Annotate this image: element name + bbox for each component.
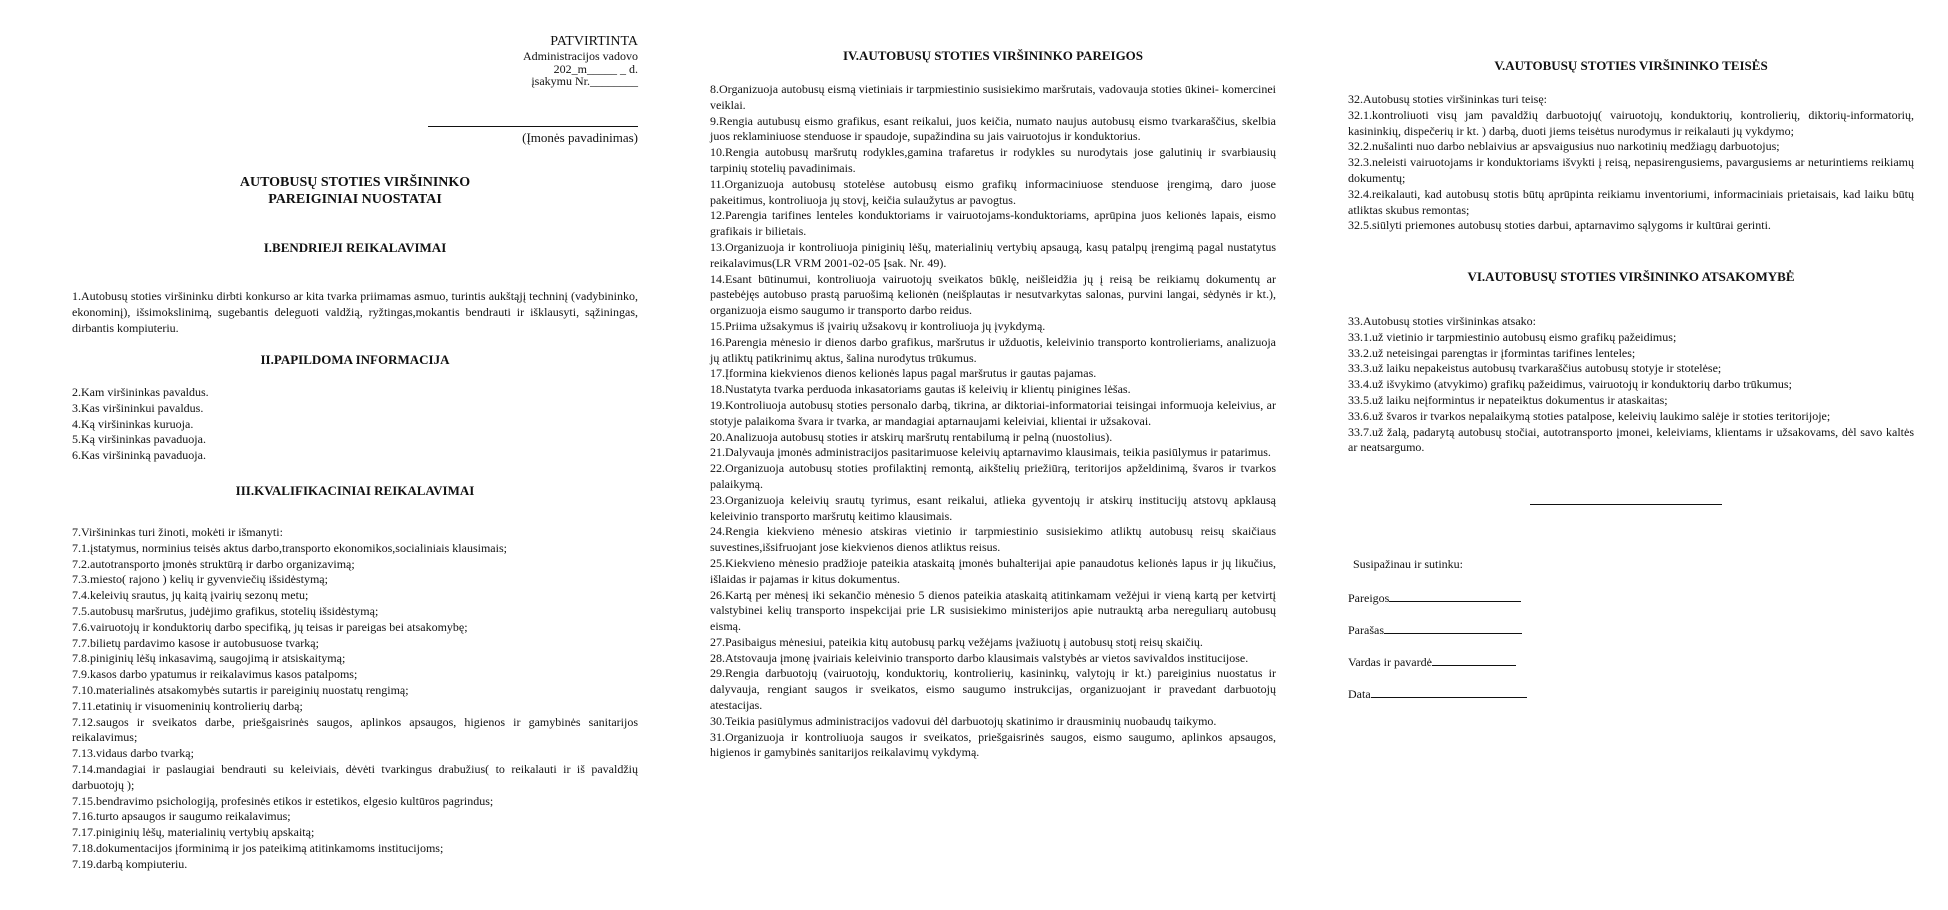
date-row (1348, 685, 1527, 702)
section-4-item: 15.Priima užsakymus iš įvairių užsakovų ir kontroliuoja jų įvykdymą. (710, 318, 1046, 333)
section-4-item: 10.Rengia autobusų maršrutų rodykles,gamina trafaretus ir rodykles su nurodytais jose galutinių ir svarbiausių tarpinių stotelių pavadinimais. (710, 145, 1276, 175)
section-5-item: 32.1.kontroliuoti visų jam pavaldžių darbuotojų( vairuotojų, konduktorių, kontrolierių, diktorių-informatorių, kasininkių, dispečerių ir kt. ) darbą, duoti jiems teisėtus nurodymus ir reikalauti jų vykdymo; (1348, 107, 1914, 138)
section-3-item: 7.2.autotransporto įmonės struktūrą ir darbo organizavimą; (72, 556, 355, 571)
date-label: Data (1348, 687, 1371, 701)
section-4-item: 18.Nustatyta tvarka perduoda inkasatoriams gautas iš keleivių ir klientų pinigines lėšas. (710, 382, 1131, 397)
section-4-item: 19.Kontroliuoja autobusų stoties personalo darbą, tikrina, ar diktoriai-informatoriai teisingai informuoja keleivius, ar stotyje palaikoma švara ir tvarka, ar mandagiai aptarnaujami keleiviai, klientai ir užsakovai. (710, 397, 1276, 428)
section-6-heading: VI.AUTOBUSŲ STOTIES VIRŠININKO ATSAKOMYBĖ (1467, 269, 1795, 284)
section-2-item: 2.Kam viršininkas pavaldus. (72, 385, 209, 399)
section-4-item: 25.Kiekvieno mėnesio pradžioje pateikia ataskaitą įmonės buhalterijai apie panaudotus kelionės lapus ir jų likučius, išlaidas ir pajamas ir kitus dokumentus. (710, 555, 1276, 586)
section-6-item: 33.Autobusų stoties viršininkas atsako: (1348, 314, 1536, 328)
section-4-item: 21.Dalyvauja įmonės administracijos pasitarimuose keleivių aptarnavimo klausimais, teikia pasiūlymus ir patarimus. (710, 445, 1271, 460)
section-1-item-1: 1.Autobusų stoties viršininku dirbti konkurso ar kita tvarka priimamas asmuo, turintis aukštąjį techninį (vadybininko, ekonominį), išsimokslinimą, sugebantis deleguoti valdžią, ryžtingas,mokantis bendrauti ir išklausyti, sąžiningas, dirbantis kompiuteriu. (72, 289, 638, 335)
section-3-item: 7.4.keleivių srautus, jų kaitą įvairių sezonų metu; (72, 588, 309, 603)
document-title (72, 174, 638, 208)
section-4-heading: IV.AUTOBUSŲ STOTIES VIRŠININKO PAREIGOS (842, 48, 1144, 63)
section-3-item: 7.1.įstatymus, norminius teisės aktus darbo,transporto ekonomikos,socialiniais klausimais; (72, 540, 507, 555)
section-4-item: 20.Analizuoja autobusų stoties ir atskirų maršrutų rentabilumą ir pelną (nuostolius). (710, 429, 1113, 444)
approval-authority: Administracijos vadovo (523, 49, 638, 63)
section-6-item: 33.6.už švaros ir tvarkos nepalaikymą stoties patalpose, keleivių laukimo salėje ir stoties teritorijoje; (1348, 408, 1831, 423)
section-4-item: 28.Atstovauja įmonę įvairiais keleivinio transporto darbo klausimais valstybės ar vietos savivaldos institucijose. (710, 650, 1249, 665)
section-6-body (1348, 314, 1914, 456)
section-3-body (72, 525, 638, 873)
approval-order-number: įsakymu Nr.________ (531, 74, 638, 88)
section-4-item: 11.Organizuoja autobusų stotelėse autobusų eismo grafikų informaciniuose stenduose įrengimą, daro juose pakeitimus, kontroliuoja jų stovį, keičia sulaužytus ar pavogtus. (710, 176, 1276, 207)
signature-field[interactable] (1384, 621, 1522, 634)
section-4-item: 29.Rengia darbuotojų (vairuotojų, konduktorių, kontrolierių, kasininkų, valytojų ir kt.) pareiginius nuostatus ir dalyvauja, rengiant saugos ir sveikatos, eismo saugumo instrukcijas, organizuojant ir pravedant darbuotojų atestacijas. (710, 666, 1276, 713)
section-5-body (1348, 92, 1914, 234)
acknowledgement-block (1353, 557, 1463, 572)
section-4-item: 22.Organizuoja autobusų stoties profilaktinį remontą, aikštelių priežiūrą, teritorijos apželdinimą, švaros ir tvarkos palaikymą. (710, 461, 1276, 491)
section-6-item: 33.2.už neteisingai parengtas ir įformintas tarifines lenteles; (1348, 345, 1636, 360)
section-2-item: 4.Ką viršininkas kuruoja. (72, 416, 194, 431)
position-signature-row (1348, 589, 1521, 606)
section-2-body (72, 385, 638, 464)
section-3-item: 7.Viršininkas turi žinoti, mokėti ir išmanyti: (72, 525, 283, 539)
section-3-item: 7.8.piniginių lėšų inkasavimą, saugojimą ir atsiskaitymą; (72, 651, 346, 666)
section-6-item: 33.7.už žalą, padarytą autobusų stočiai, autotransporto įmonei, keleiviams, klientams ir užsakovams, dėl savo kaltės ar neatsargumo. (1348, 424, 1914, 455)
section-3-item: 7.11.etatinių ir visuomeninių kontrolierių darbą; (72, 698, 303, 713)
section-4-item: 24.Rengia kiekvieno mėnesio atskiras vietinio ir tarpmiestinio susisiekimo atliktų autobusų reisų skaičiaus suvestines,išsifruojant jose kiekvienos dienos atliktus reisus. (710, 524, 1276, 555)
document-title-line-1: AUTOBUSŲ STOTIES VIRŠININKO (239, 175, 471, 190)
section-3-item: 7.9.kasos darbo ypatumus ir reikalavimus kasos patalpoms; (72, 667, 358, 682)
section-4-item: 16.Parengia mėnesio ir dienos darbo grafikus, maršrutus ir užduotis, keleivinio transporto kontrolieriams, analizuoja jų atliktų patikrinimų aktus, šalina nurodytus trūkumus. (710, 334, 1276, 365)
position-field[interactable] (1389, 589, 1521, 602)
section-4-item: 27.Pasibaigus mėnesiui, pateikia kitų autobusų parkų vežėjams įvažiuotų į autobusų stotį reisų skaičių. (710, 634, 1203, 649)
date-field[interactable] (1371, 685, 1527, 698)
section-3-item: 7.15.bendravimo psichologiją, profesinės etikos ir estetikos, elgesio kultūros pagrindus; (72, 793, 494, 808)
section-4-body (710, 82, 1276, 761)
section-5-item: 32.Autobusų stoties viršininkas turi teisę: (1348, 92, 1547, 106)
section-4-item: 14.Esant būtinumui, kontroliuoja vairuotojų sveikatos būklę, neišleidžia jų į reisą be reikiamų dokumentų ar pastebėjęs autobuso prastą paruošimą kelionėn (neišplautas ir nesutvarkytas salonas, purvini langai, sėdynės ir kt.), organizuoja eismo saugumo ir transporto darbo reidus. (710, 271, 1276, 318)
section-5-item: 32.3.neleisti vairuotojams ir konduktoriams išvykti į reisą, nepasirengusiems, pavargusiems ar neturintiems reikiamų dokumentų; (1348, 155, 1914, 185)
section-4-item: 13.Organizuoja ir kontroliuoja piniginių lėšų, materialinių vertybių apsaugą, kasų patalpų įrengimą pagal nustatytus reikalavimus(LR VRM 2001-02-05 Įsak. Nr. 49). (710, 239, 1276, 270)
section-4-item: 17.Įformina kiekvienos dienos kelionės lapus pagal maršrutus ir gautas pajamas. (710, 366, 1097, 381)
section-3-item: 7.18.dokumentacijos įforminimą ir jos pateikimą atitinkamoms institucijoms; (72, 840, 444, 855)
section-4-item: 30.Teikia pasiūlymus administracijos vadovui dėl darbuotojų skatinimo ir drausminių nuobaudų taikymo. (710, 713, 1217, 728)
section-2-item: 3.Kas viršininkui pavaldus. (72, 400, 204, 415)
approval-block (418, 33, 638, 88)
section-4-item: 23.Organizuoja keleivių srautų tyrimus, esant reikalui, atlieka gyventojų ir atskirų institucijų atstovų apklausą keleivinio transporto maršrutų keitimo klausimais. (710, 492, 1276, 523)
section-2-item: 5.Ką viršininkas pavaduoja. (72, 432, 206, 447)
section-2-heading: II.PAPILDOMA INFORMACIJA (260, 352, 450, 367)
section-3-item: 7.5.autobusų maršrutus, judėjimo grafikus, stotelių išsidėstymą; (72, 603, 379, 618)
section-3-item: 7.12.saugos ir sveikatos darbe, priešgaisrinės saugos, aplinkos apsaugos, higienos ir gamybinės sanitarijos reikalavimus; (72, 714, 638, 745)
name-field[interactable] (1432, 653, 1516, 666)
section-3-item: 7.7.bilietų pardavimo kasose ir autobusuose tvarką; (72, 635, 319, 650)
section-divider (1530, 504, 1722, 505)
section-5-item: 32.5.siūlyti priemones autobusų stoties darbui, aptarnavimo sąlygoms ir kultūrai gerinti. (1348, 218, 1771, 233)
section-1-body (72, 289, 638, 336)
signature-label: Parašas (1348, 623, 1384, 637)
company-name-caption: (Įmonės pavadinimas) (522, 130, 638, 145)
section-2-item: 6.Kas viršininką pavaduoja. (72, 448, 206, 463)
section-3-item: 7.17.piniginių lėšų, materialinių vertybių apskaitą; (72, 825, 315, 840)
name-label: Vardas ir pavardė (1348, 655, 1432, 669)
section-4-item: 26.Kartą per mėnesį iki sekančio mėnesio 5 dienos pateikia ataskaitą atitinkamam vežėjui ir vieną kartą per ketvirtį valstybinei kelių transporto inspekcijai prie LR susisiekimo ministerijos apie nutrauktą arba nereguliarų autobusų eismą. (710, 587, 1276, 634)
section-3-item: 7.6.vairuotojų ir konduktorių darbo specifiką, jų teisas ir pareigas bei atsakomybę; (72, 619, 468, 634)
section-6-item: 33.4.už išvykimo (atvykimo) grafikų pažeidimus, vairuotojų ir konduktorių darbo trūkumus; (1348, 377, 1792, 392)
approval-date: 202_m_____ _ d. (553, 61, 638, 76)
section-6-item: 33.3.už laiku nepakeistus autobusų tvarkaraščius autobusų stotyje ir stotelėse; (1348, 361, 1722, 376)
section-4-item: 8.Organizuoja autobusų eismą vietiniais ir tarpmiestinio susisiekimo maršrutais, vadovauja stoties ūkinei- komercinei veiklai. (710, 82, 1276, 112)
section-3-item: 7.13.vidaus darbo tvarką; (72, 746, 194, 761)
acknowledgement-title: Susipažinau ir sutinku: (1353, 557, 1463, 571)
section-3-item: 7.10.materialinės atsakomybės sutartis ir pareiginių nuostatų rengimą; (72, 682, 409, 697)
section-5-heading: V.AUTOBUSŲ STOTIES VIRŠININKO TEISĖS (1494, 58, 1768, 73)
approval-title: PATVIRTINTA (550, 34, 638, 49)
section-1-heading: I.BENDRIEJI REIKALAVIMAI (263, 240, 447, 255)
name-row (1348, 653, 1516, 670)
section-4-item: 12.Parengia tarifines lenteles konduktoriams ir vairuotojams-konduktoriams, aprūpina juos kelionės lapais, eismo grafikais ir bilietais. (710, 208, 1276, 239)
section-3-item: 7.3.miesto( rajono ) kelių ir gyvenviečių išsidėstymą; (72, 572, 328, 587)
section-3-item: 7.19.darbą kompiuteriu. (72, 856, 188, 871)
section-3-item: 7.14.mandagiai ir paslaugiai bendrauti su keleiviais, dėvėti tvarkingus drabužius( to reikalauti ir iš pavaldžių darbuotojų ); (72, 761, 638, 792)
section-5-item: 32.4.reikalauti, kad autobusų stotis būtų aprūpinta reikiamu inventoriumi, informaciniais prietaisais, kad laiku būtų atliktas skubus remontas; (1348, 186, 1914, 217)
section-3-heading: III.KVALIFIKACINIAI REIKALAVIMAI (235, 483, 475, 498)
section-4-item: 31.Organizuoja ir kontroliuoja saugos ir sveikatos, priešgaisrinės saugos, eismo saugumo, aplinkos apsaugos, higienos ir gamybinės sanitarijos reikalavimų vykdymą. (710, 729, 1276, 760)
company-name-line (428, 126, 638, 127)
section-5-item: 32.2.nušalinti nuo darbo neblaivius ar apsvaigusius nuo narkotinių medžiagų darbuotojus; (1348, 139, 1780, 154)
position-label: Pareigos (1348, 591, 1390, 605)
signature-row (1348, 621, 1522, 638)
section-6-item: 33.5.už laiku neįformintus ir nepateiktus dokumentus ir ataskaitas; (1348, 392, 1668, 407)
section-4-item: 9.Rengia autubusų eismo grafikus, esant reikalui, juos keičia, numato naujus autobusų eismo tvarkaraščius, skelbia juos reklaminiuose stenduose ir spaudoje, supažindina su jais vairuotojus ir konduktorius. (710, 113, 1276, 144)
section-3-item: 7.16.turto apsaugos ir saugumo reikalavimus; (72, 809, 291, 824)
section-6-item: 33.1.už vietinio ir tarpmiestinio autobusų eismo grafikų pažeidimus; (1348, 329, 1677, 344)
document-title-line-2: PAREIGINIAI NUOSTATAI (268, 192, 442, 207)
